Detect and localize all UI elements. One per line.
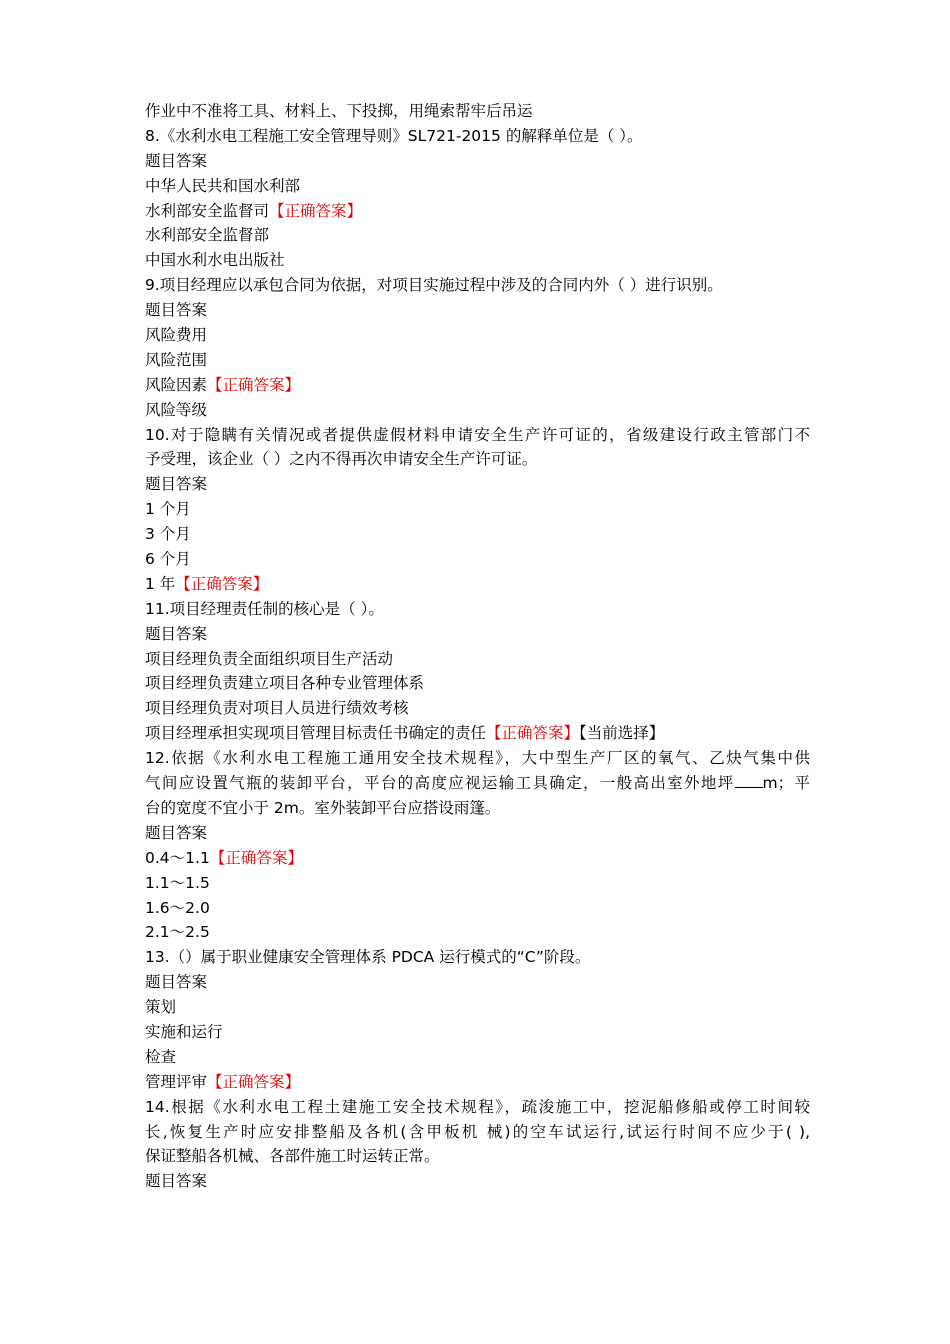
answer-label: 题目答案 [145,624,208,643]
option-line [145,1070,810,1095]
question-10-line-1: 10.对于隐瞒有关情况或者提供虚假材料申请安全生产许可证的，省级建设行政主管部门不 [145,425,810,444]
option-line: 水利部安全监督部 [145,226,270,245]
question-8: 8.《水利水电工程施工安全管理导则》SL721-2015 的解释单位是（ ）。 [145,126,643,145]
option-line: 6 个月 [145,550,191,569]
correct-answer-mark: 【正确答案】 [269,201,363,220]
question-12-line-1: 12.依据《水利水电工程施工通用安全技术规程》，大中型生产厂区的氧气、乙炔气集中供 [145,749,810,768]
current-selection-mark: 【当前选择】 [579,724,665,743]
correct-answer-mark: 【正确答案】 [175,574,269,593]
option-line: 1 个月 [145,500,191,519]
option-line: 1.1～1.5 [145,873,210,892]
answer-label: 题目答案 [145,475,208,494]
option-line [145,721,810,746]
correct-answer-mark: 【正确答案】 [486,724,580,743]
option-line: 1.6～2.0 [145,898,210,917]
intro-line: 作业中不准将工具、材料上、下投掷，用绳索帮牢后吊运 [145,102,533,120]
option-line [145,846,810,871]
question-13: 13.（）属于职业健康安全管理体系 PDCA 运行模式的“C”阶段。 [145,948,591,967]
correct-answer-mark: 【正确答案】 [209,848,303,867]
option-line: 风险费用 [145,326,208,345]
question-14-line-2: 长,恢复生产时应安排整船及各机(含甲板机 械)的空车试运行,试运行时间不应少于( ), [145,1122,810,1141]
option-line [145,199,810,224]
fill-blank [735,773,763,788]
document-body [145,99,810,1194]
option-text: 0.4～1.1 [145,848,210,867]
option-line: 项目经理负责建立项目各种专业管理体系 [145,674,425,693]
option-text: 项目经理承担实现项目管理目标责任书确定的责任 [145,724,487,743]
option-line: 风险范围 [145,350,208,369]
answer-label: 题目答案 [145,1172,208,1191]
option-line: 风险等级 [145,400,208,419]
option-text: 1 年 [145,574,176,593]
answer-label: 题目答案 [145,973,208,992]
option-text: 水利部安全监督司 [145,201,270,220]
question-12-line-2-tail: m；平 [762,774,810,793]
option-line: 中国水利水电出版社 [145,251,285,270]
option-line: 项目经理负责全面组织项目生产活动 [145,649,394,668]
option-line: 项目经理负责对项目人员进行绩效考核 [145,699,409,718]
question-12-line-3: 台的宽度不宜小于 2m。室外装卸平台应搭设雨篷。 [145,798,501,817]
question-12-line-2-text: 气间应设置气瓶的装卸平台，平台的高度应视运输工具确定，一般高出室外地坪 [145,774,735,793]
option-line [145,373,810,398]
question-9: 9.项目经理应以承包合同为依据，对项目实施过程中涉及的合同内外（ ）进行识别。 [145,276,723,295]
option-text: 管理评审 [145,1072,208,1091]
option-line: 2.1～2.5 [145,923,210,942]
option-line: 策划 [145,998,177,1017]
question-10-line-2: 予受理，该企业（ ）之内不得再次申请安全生产许可证。 [145,450,538,469]
option-line: 检查 [145,1047,177,1066]
answer-label: 题目答案 [145,823,208,842]
option-line: 3 个月 [145,525,191,544]
question-14-line-3: 保证整船各机械、各部件施工时运转正常。 [145,1147,440,1166]
correct-answer-mark: 【正确答案】 [207,1072,301,1091]
option-text: 风险因素 [145,375,208,394]
question-11: 11.项目经理责任制的核心是（ ）。 [145,599,384,618]
question-12-line-2 [145,771,810,796]
option-line: 实施和运行 [145,1022,223,1041]
correct-answer-mark: 【正确答案】 [207,375,301,394]
option-line [145,572,810,597]
option-line: 中华人民共和国水利部 [145,176,301,195]
question-14-line-1: 14.根据《水利水电工程土建施工安全技术规程》，疏浚施工中，挖泥船修船或停工时间较 [145,1097,810,1116]
answer-label: 题目答案 [145,301,208,320]
answer-label: 题目答案 [145,151,208,170]
